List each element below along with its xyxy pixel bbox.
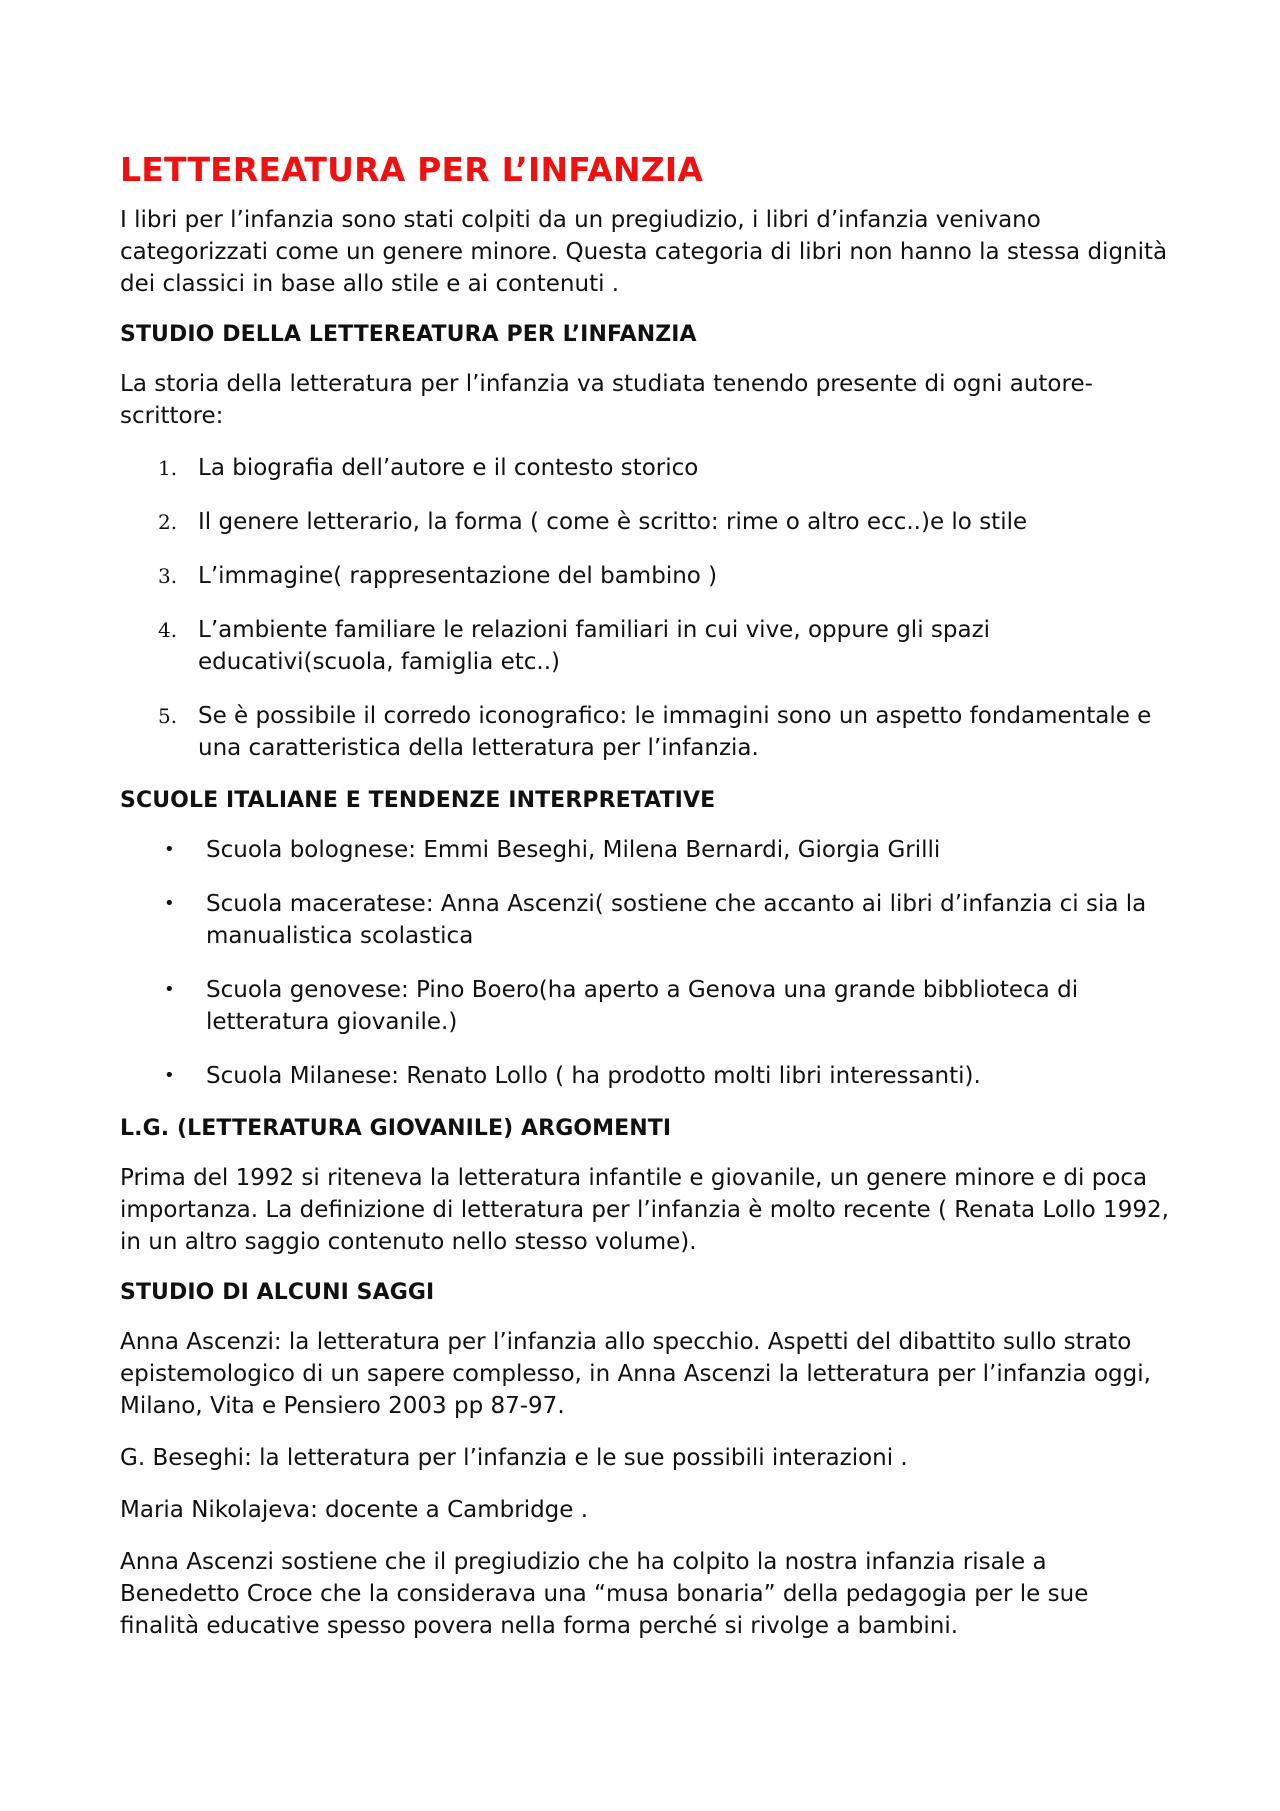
- bullet-icon: •: [164, 839, 175, 860]
- list-item: [120, 834, 1170, 866]
- list-item-text: Scuola genovese: Pino Boero(ha aperto a Genova una grande bibblioteca di letteratura giovanile.): [206, 977, 1079, 1035]
- document-content: [120, 150, 1170, 1662]
- list-item: [120, 1060, 1170, 1092]
- list-item-text: Scuola Milanese: Renato Lollo ( ha prodotto molti libri interessanti).: [206, 1063, 981, 1089]
- list-number: 1.: [158, 456, 178, 480]
- intro-paragraph: I libri per l’infanzia sono stati colpiti da un pregiudizio, i libri d’infanzia venivano categorizzati come un genere minore. Questa categoria di libri non hanno la stessa dignità dei classici in base allo stile e ai contenuti .: [120, 207, 1168, 297]
- list-number: 3.: [158, 564, 178, 588]
- list-number: 5.: [158, 704, 178, 728]
- bullet-icon: •: [164, 893, 175, 914]
- list-item: [120, 614, 1170, 678]
- saggi-paragraph-ascenzi: Anna Ascenzi: la letteratura per l’infanzia allo specchio. Aspetti del dibattito sullo strato epistemologico di un sapere complesso, in Anna Ascenzi la letteratura per l’infanzia oggi, Milano, Vita e Pensiero 2003 pp 87-97.: [120, 1329, 1151, 1419]
- bullet-list: [120, 834, 1170, 1092]
- list-item-text: Il genere letterario, la forma ( come è scritto: rime o altro ecc..)e lo stile: [198, 509, 1028, 535]
- list-number: 4.: [158, 618, 178, 642]
- section-heading-scuole: SCUOLE ITALIANE E TENDENZE INTERPRETATIVE: [120, 788, 716, 813]
- list-item: [120, 700, 1170, 764]
- list-item-text: Scuola bolognese: Emmi Beseghi, Milena Bernardi, Giorgia Grilli: [206, 837, 941, 863]
- list-item-text: Se è possibile il corredo iconografico: le immagini sono un aspetto fondamentale e una caratteristica della letteratura per l’infanzia.: [198, 703, 1152, 761]
- bullet-icon: •: [164, 979, 175, 1000]
- list-item-text: La biografia dell’autore e il contesto storico: [198, 455, 699, 481]
- saggi-paragraph-nikolajeva: Maria Nikolajeva: docente a Cambridge .: [120, 1497, 589, 1523]
- saggi-paragraph-croce: Anna Ascenzi sostiene che il pregiudizio che ha colpito la nostra infanzia risale a Benedetto Croce che la considerava una “musa bonaria” della pedagogia per le sue finalità educative spesso povera nella forma perché si rivolge a bambini.: [120, 1549, 1089, 1639]
- numbered-list: [120, 452, 1170, 764]
- section-heading-studio: STUDIO DELLA LETTEREATURA PER L’INFANZIA: [120, 322, 697, 347]
- section-paragraph-studio: La storia della letteratura per l’infanzia va studiata tenendo presente di ogni autore-scrittore:: [120, 371, 1093, 429]
- list-item: [120, 452, 1170, 484]
- list-item-text: Scuola maceratese: Anna Ascenzi( sostiene che accanto ai libri d’infanzia ci sia la manualistica scolastica: [206, 891, 1147, 949]
- list-item: [120, 560, 1170, 592]
- list-item: [120, 506, 1170, 538]
- list-item: [120, 974, 1170, 1038]
- list-item-text: L’ambiente familiare le relazioni familiari in cui vive, oppure gli spazi educativi(scuola, famiglia etc..): [198, 617, 991, 675]
- document-title: LETTEREATURA PER L’INFANZIA: [120, 150, 704, 189]
- list-item-text: L’immagine( rappresentazione del bambino ): [198, 563, 718, 589]
- bullet-icon: •: [164, 1065, 175, 1086]
- list-number: 2.: [158, 510, 178, 534]
- list-item: [120, 888, 1170, 952]
- section-heading-saggi: STUDIO DI ALCUNI SAGGI: [120, 1280, 435, 1305]
- saggi-paragraph-beseghi: G. Beseghi: la letteratura per l’infanzia e le sue possibili interazioni .: [120, 1445, 908, 1471]
- section-paragraph-lg: Prima del 1992 si riteneva la letteratura infantile e giovanile, un genere minore e di poca importanza. La definizione di letteratura per l’infanzia è molto recente ( Renata Lollo 1992, in un altro saggio contenuto nello stesso volume).: [120, 1165, 1169, 1255]
- section-heading-lg: L.G. (LETTERATURA GIOVANILE) ARGOMENTI: [120, 1116, 672, 1141]
